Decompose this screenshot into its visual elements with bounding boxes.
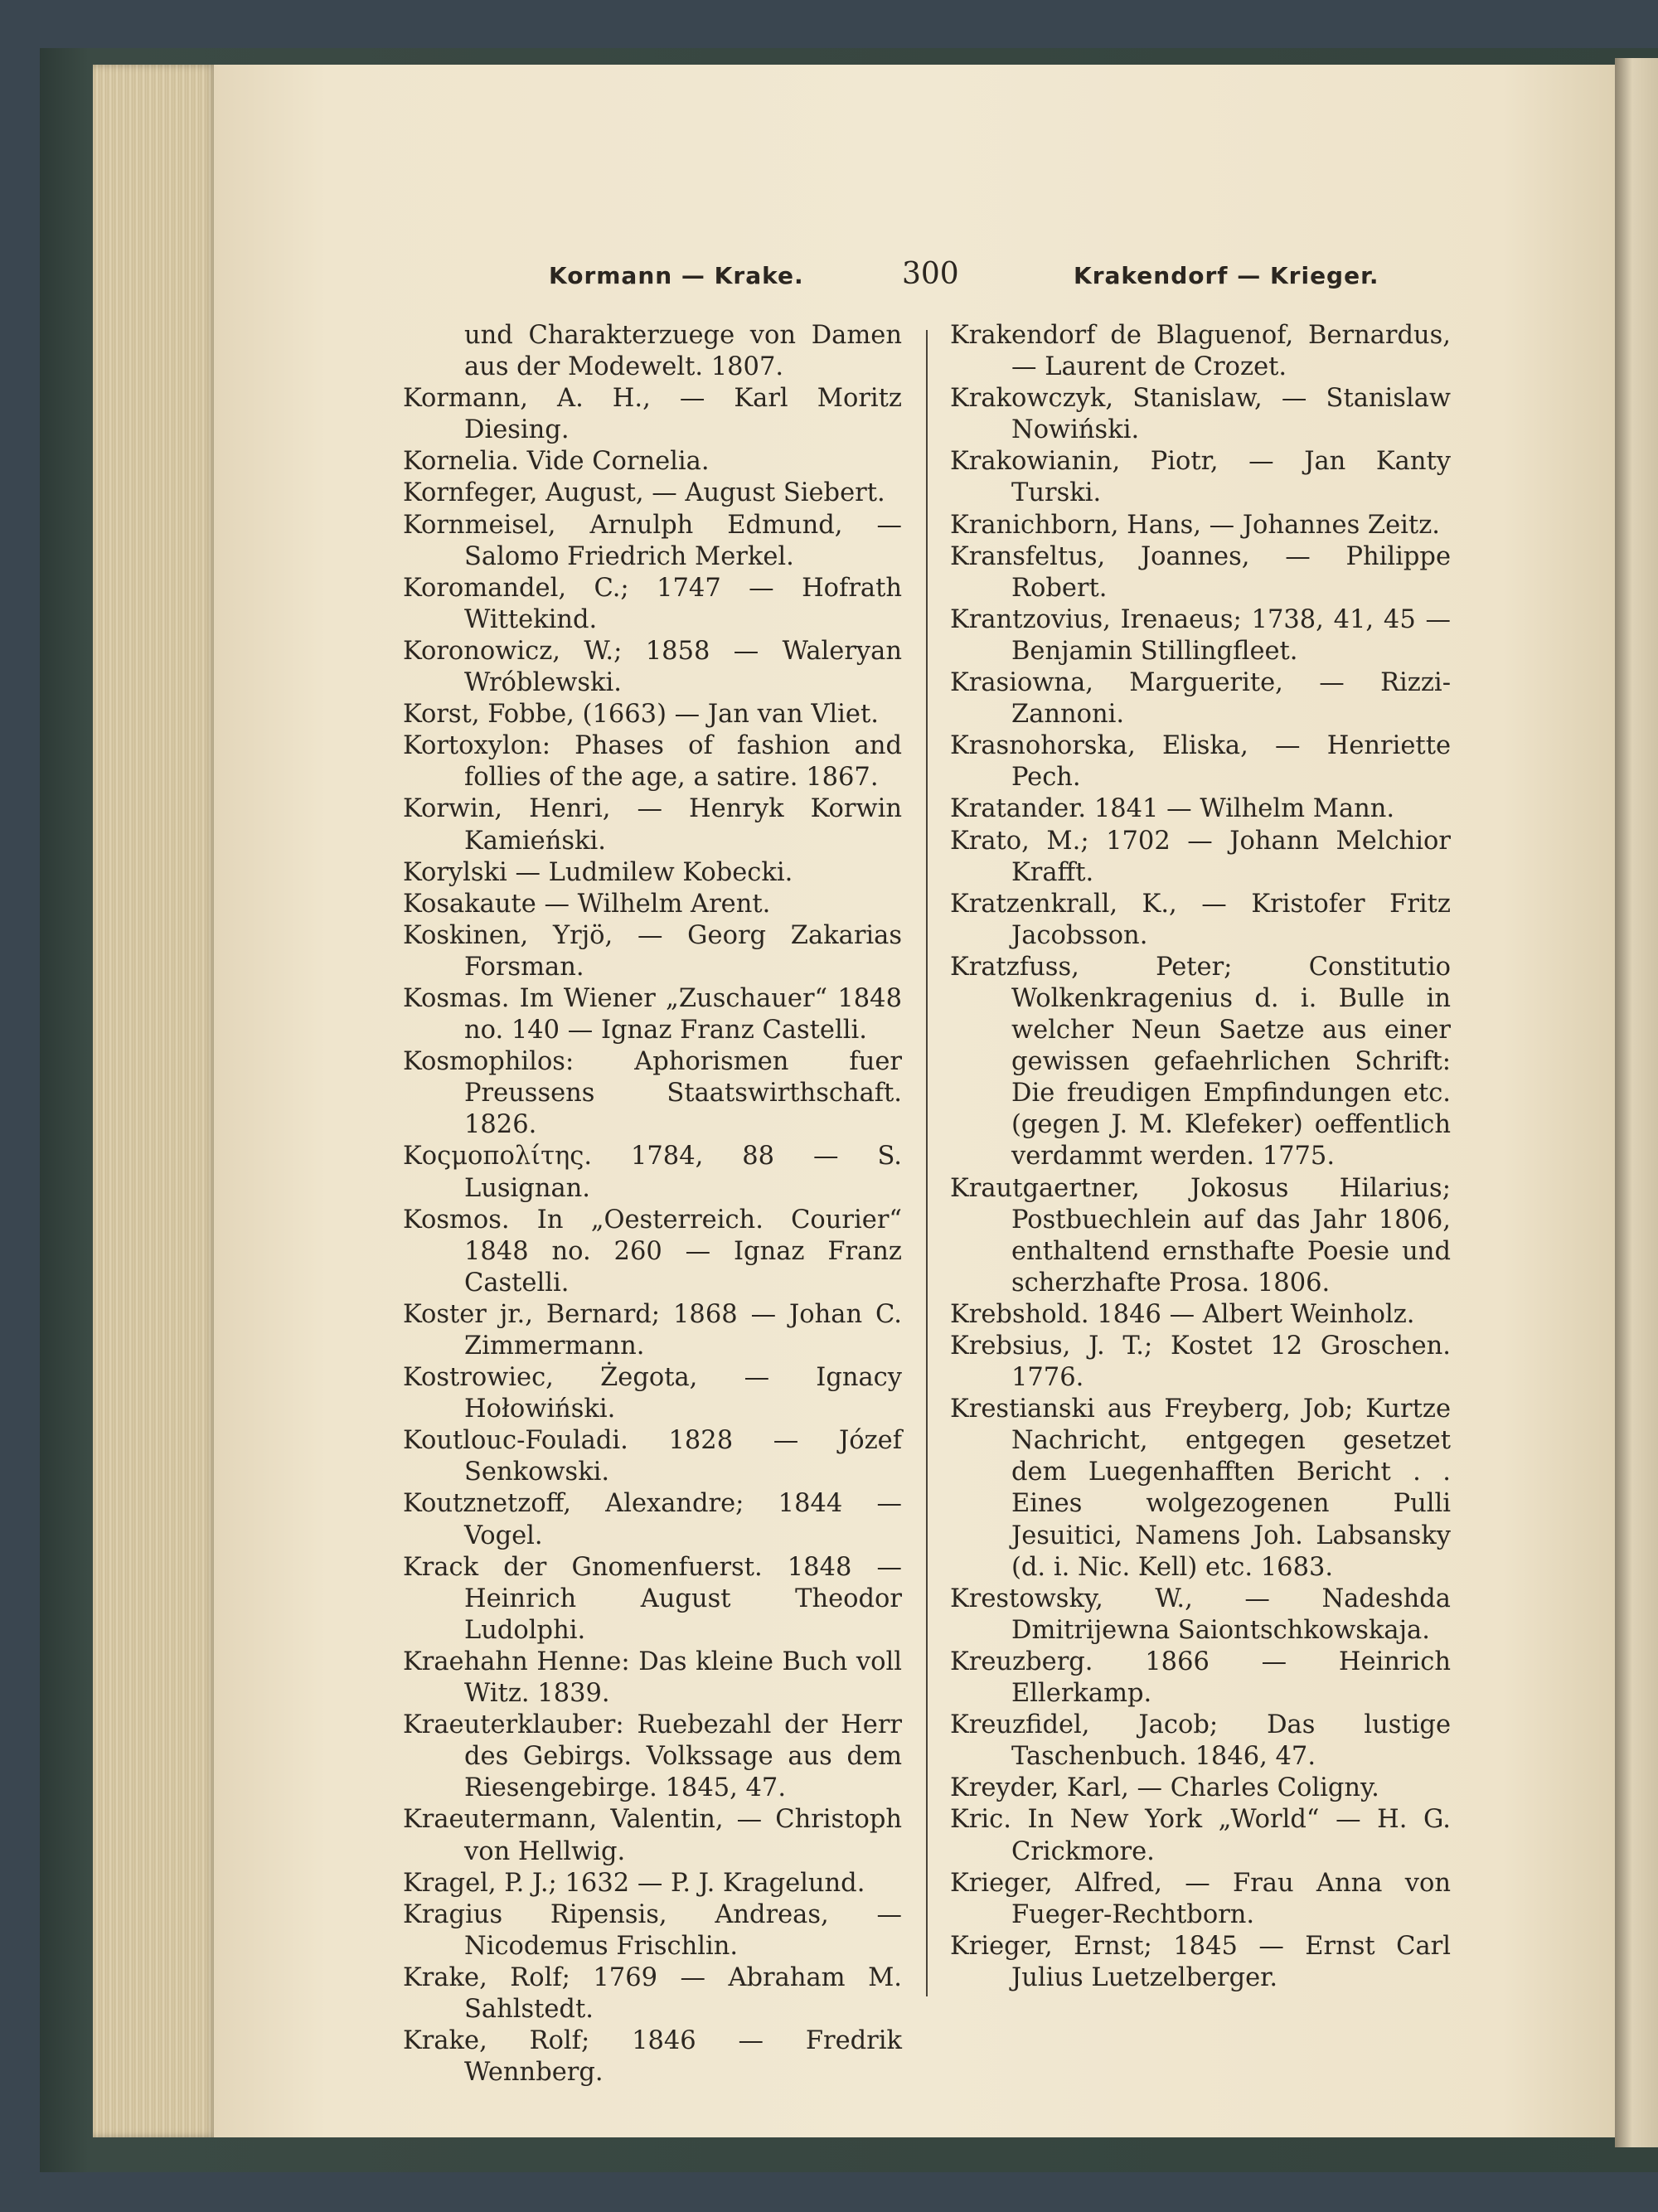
entry: Kosmas. Im Wiener „Zuschauer“ 1848 no. 140 — Ignaz Franz Castelli. <box>403 983 902 1045</box>
entry: Kratzenkrall, K., — Kristofer Fritz Jacobsson. <box>950 889 1451 950</box>
entry: Kratzfuss, Peter; Constitutio Wolkenkragenius d. i. Bulle in welcher Neun Saetze aus einer gewissen gefaehrlichen Schrift: Die freudigen Empfindungen etc. (gegen J. M. Klefeker) oeffentlich verdammt werden. 1775. <box>950 952 1451 1171</box>
entry: Krebsius, J. T.; Kostet 12 Groschen. 1776. <box>950 1332 1451 1393</box>
entry: Krebshold. 1846 — Albert Weinholz. <box>950 1299 1415 1329</box>
entry: Kric. In New York „World“ — H. G. Crickmore. <box>950 1805 1451 1866</box>
entry: Kornelia. Vide Cornelia. <box>403 447 710 477</box>
page-number: 300 <box>902 257 959 291</box>
entry: Krato, M.; 1702 — Johann Melchior Krafft. <box>950 826 1451 887</box>
entry: Kortoxylon: Phases of fashion and follies of the age, a satire. 1867. <box>403 731 902 793</box>
entry: Kraeutermann, Valentin, — Christoph von Hellwig. <box>403 1805 902 1866</box>
entry: Krantzovius, Irenaeus; 1738, 41, 45 — Benjamin Stillingfleet. <box>950 604 1451 666</box>
entry: Krieger, Alfred, — Frau Anna von Fueger-Rechtborn. <box>950 1868 1451 1929</box>
entry: Korylski — Ludmilew Kobecki. <box>403 857 793 887</box>
entry: und Charakterzuege von Damen aus der Modewelt. 1807. <box>464 321 902 382</box>
entry: Koronowicz, W.; 1858 — Waleryan Wróblewski. <box>403 636 902 698</box>
entry: Kragius Ripensis, Andreas, — Nicodemus Frischlin. <box>403 1899 902 1961</box>
entry: Koromandel, C.; 1747 — Hofrath Wittekind. <box>403 573 902 634</box>
right-column <box>950 320 1451 1994</box>
entry: Krakowczyk, Stanislaw, — Stanislaw Nowiński. <box>950 384 1451 445</box>
running-header <box>214 255 1615 305</box>
column-divider <box>926 330 928 1996</box>
entry: Kranichborn, Hans, — Johannes Zeitz. <box>950 510 1440 540</box>
running-head-left: Kormann — Krake. <box>549 262 804 289</box>
entry: Kransfeltus, Joannes, — Philippe Robert. <box>950 541 1451 603</box>
entry: Krestowsky, W., — Nadeshda Dmitrijewna Saiontschkowskaja. <box>950 1584 1451 1645</box>
facing-page-edge <box>1615 58 1658 2147</box>
book-page <box>214 65 1615 2137</box>
entry: Koskinen, Yrjö, — Georg Zakarias Forsman. <box>403 920 902 982</box>
entry: Krautgaertner, Jokosus Hilarius; Postbuechlein auf das Jahr 1806, enthaltend ernsthafte Poesie und scherzhafte Prosa. 1806. <box>950 1173 1451 1298</box>
entry: Kraehahn Henne: Das kleine Buch voll Witz. 1839. <box>403 1647 902 1709</box>
entry: Koutznetzoff, Alexandre; 1844 — Vogel. <box>403 1489 902 1550</box>
entry: Kraeuterklauber: Ruebezahl der Herr des Gebirgs. Volkssage aus dem Riesengebirge. 1845, 47. <box>403 1710 902 1803</box>
entry: Kosmophilos: Aphorismen fuer Preussens Staatswirthschaft. 1826. <box>403 1047 902 1140</box>
entry: Korwin, Henri, — Henryk Korwin Kamieński. <box>403 794 902 856</box>
entry: Kosmos. In „Oesterreich. Courier“ 1848 no. 260 — Ignaz Franz Castelli. <box>403 1205 902 1298</box>
entry: Koutlouc-Fouladi. 1828 — Józef Senkowski. <box>403 1426 902 1487</box>
entry: Korst, Fobbe, (1663) — Jan van Vliet. <box>403 700 879 730</box>
entry: Kreuzfidel, Jacob; Das lustige Taschenbuch. 1846, 47. <box>950 1710 1451 1772</box>
entry: Kornfeger, August, — August Siebert. <box>403 478 885 508</box>
entry: Kormann, A. H., — Karl Moritz Diesing. <box>403 384 902 445</box>
left-column <box>403 320 902 2088</box>
entry: Koster jr., Bernard; 1868 — Johan C. Zimmermann. <box>403 1299 902 1361</box>
entry: Krasiowna, Marguerite, — Rizzi-Zannoni. <box>950 668 1451 730</box>
entry: Kragel, P. J.; 1632 — P. J. Kragelund. <box>403 1868 865 1898</box>
entry: Kreyder, Karl, — Charles Coligny. <box>950 1773 1379 1803</box>
entry: Κοςμοπολίτης. 1784, 88 — S. Lusignan. <box>403 1142 902 1203</box>
entry: Krack der Gnomenfuerst. 1848 — Heinrich August Theodor Ludolphi. <box>403 1552 902 1645</box>
page-edges <box>93 65 217 2137</box>
entry: Kornmeisel, Arnulph Edmund, — Salomo Friedrich Merkel. <box>403 510 902 571</box>
entry: Krasnohorska, Eliska, — Henriette Pech. <box>950 731 1451 793</box>
entry: Kratander. 1841 — Wilhelm Mann. <box>950 794 1395 824</box>
entry: Krake, Rolf; 1846 — Fredrik Wennberg. <box>403 2026 902 2088</box>
running-head-right: Krakendorf — Krieger. <box>1074 262 1379 289</box>
entry: Krakowianin, Piotr, — Jan Kanty Turski. <box>950 447 1451 508</box>
entry: Krestianski aus Freyberg, Job; Kurtze Nachricht, entgegen gesetzet dem Luegenhafften Bericht . . Eines wolgezogenen Pulli Jesuitici, Namens Joh. Labsansky (d. i. Nic. Kell) etc. 1683. <box>950 1395 1451 1582</box>
entry: Kosakaute — Wilhelm Arent. <box>403 889 771 919</box>
entry: Krakendorf de Blaguenof, Bernardus, — Laurent de Crozet. <box>950 321 1451 382</box>
entry: Krake, Rolf; 1769 — Abraham M. Sahlstedt. <box>403 1962 902 2024</box>
entry: Krieger, Ernst; 1845 — Ernst Carl Julius Luetzelberger. <box>950 1931 1451 1992</box>
entry: Kostrowiec, Żegota, — Ignacy Hołowiński. <box>403 1363 902 1424</box>
entry: Kreuzberg. 1866 — Heinrich Ellerkamp. <box>950 1647 1451 1709</box>
